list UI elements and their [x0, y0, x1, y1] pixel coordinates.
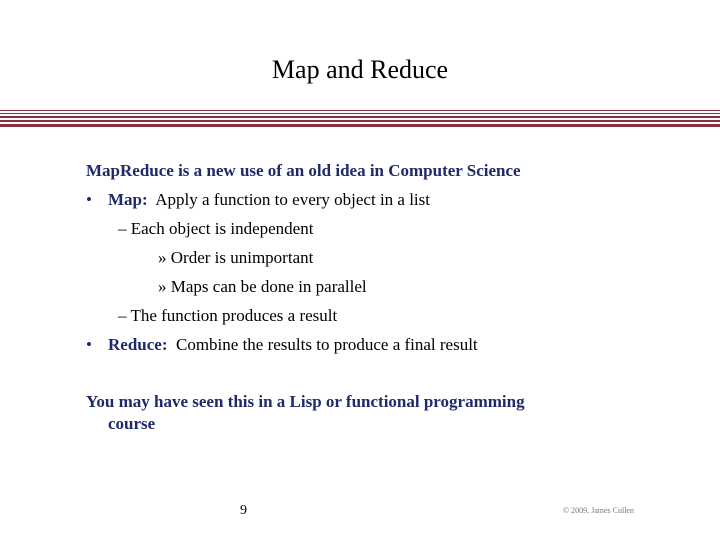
slide-title: Map and Reduce: [271, 55, 449, 84]
sub-sub-item: » Order is unimportant: [158, 248, 314, 267]
bullet-text: Apply a function to every object in a list: [155, 190, 430, 209]
rule-line: [0, 110, 720, 111]
bullet-dot: •: [86, 335, 92, 354]
page-number: 9: [240, 503, 247, 518]
intro-text: MapReduce is a new use of an old idea in Computer Science: [86, 161, 521, 180]
note-line-2: course: [108, 414, 156, 433]
sub-item: – Each object is independent: [118, 219, 314, 238]
sub-sub-item-text: Order is unimportant: [170, 248, 314, 267]
note-line-1: You may have seen this in a Lisp or functional programming: [86, 392, 525, 411]
bullet-text: Combine the results to produce a final result: [175, 335, 478, 354]
copyright-notice: © 2009, James Cullen: [563, 506, 634, 515]
sub-sub-item-text: Maps can be done in parallel: [170, 277, 367, 296]
sub-item-text: Each object is independent: [130, 219, 314, 238]
rule-line: [0, 113, 720, 114]
bullet-term: Map:: [108, 190, 148, 209]
sub-item-text: The function produces a result: [130, 306, 338, 325]
rule-line: [0, 116, 720, 118]
bullet-reduce: [108, 335, 478, 355]
bullet-dot: •: [86, 190, 92, 209]
rule-line: [0, 124, 720, 127]
sub-item: – The function produces a result: [118, 306, 338, 325]
rule-line: [0, 120, 720, 122]
sub-sub-item: » Maps can be done in parallel: [158, 277, 367, 296]
bullet-map: [108, 190, 430, 210]
bullet-term: Reduce:: [108, 335, 168, 354]
